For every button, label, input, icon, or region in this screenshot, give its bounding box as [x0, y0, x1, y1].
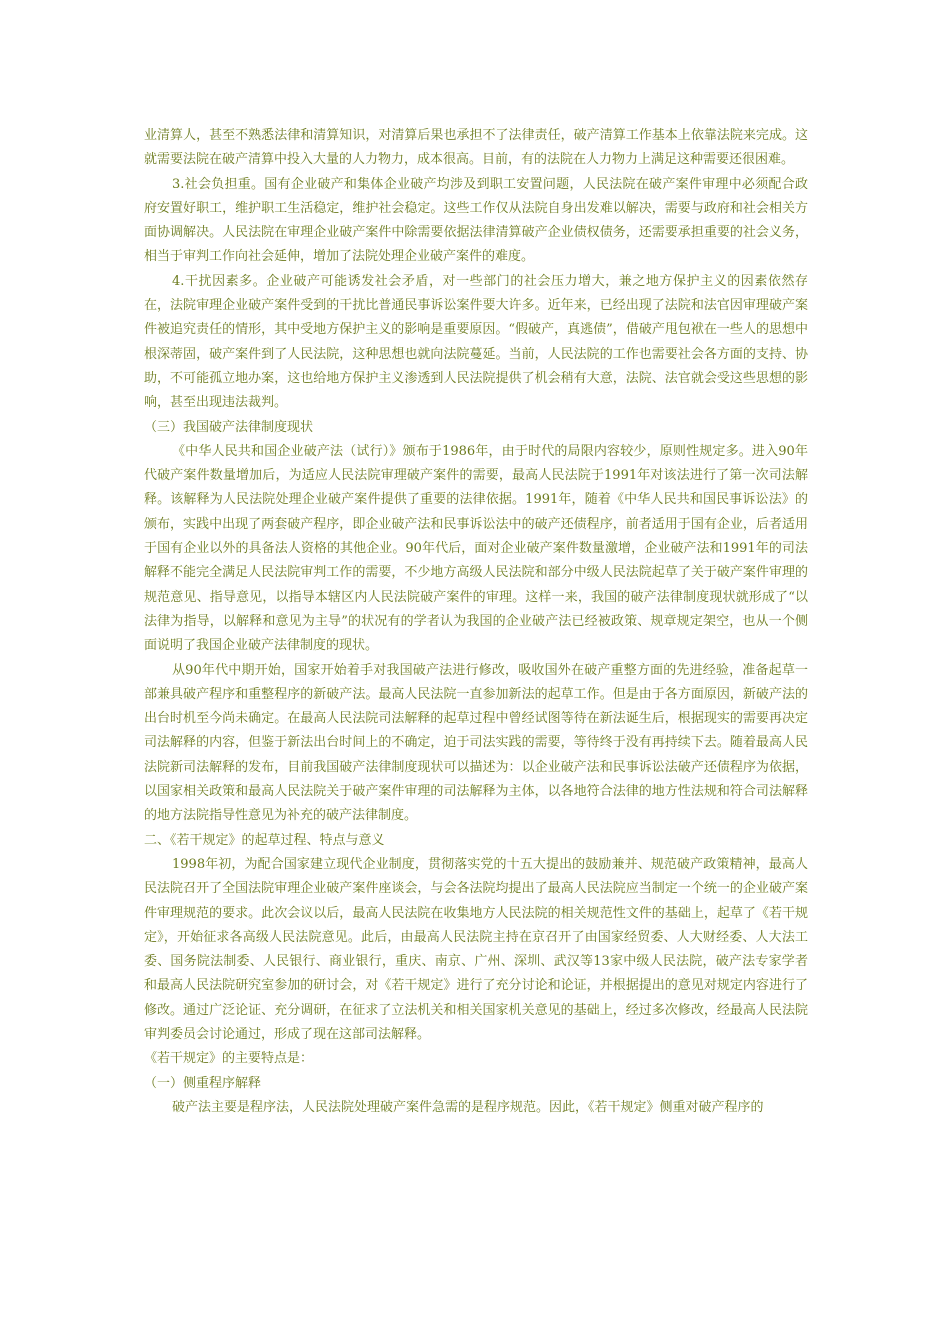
paragraph-law-history: 《中华人民共和国企业破产法（试行）》颁布于1986年，由于时代的局限内容较少，原则性规定多。进入90年代破产案件数量增加后，为适应人民法院审理破产案件的需要，最高人民法院于1991年对该法进行了第一次司法解释。该解释为人民法院处理企业破产案件提供了重要的法律依据。1991年，随着《中华人民共和国民事诉讼法》的颁布，实践中出现了两套破产程序，即企业破产法和民事诉讼法中的破产还债程序，前者适用于国有企业，后者适用于国有企业以外的具备法人资格的其他企业。90年代后，面对企业破产案件数量激增，企业破产法和1991年的司法解释不能完全满足人民法院审判工作的需要，不少地方高级人民法院和部分中级人民法院起草了关于破产案件审理的规范意见、指导意见，以指导本辖区内人民法院破产案件的审理。这样一来，我国的破产法律制度现状就形成了“以法律为指导，以解释和意见为主导”的状况有的学者认为我国的企业破产法已经被政策、规章规定架空，也从一个侧面说明了我国企业破产法律制度的现状。: [144, 443, 808, 654]
paragraph-features-intro: 《若干规定》的主要特点是：: [144, 1051, 314, 1067]
paragraph-law-revision: 从90年代中期开始，国家开始着手对我国破产法进行修改，吸收国外在破产重整方面的先进经验，准备起草一部兼具破产程序和重整程序的新破产法。最高人民法院一直参加新法的起草工作。但是由于各方面原因，新破产法的出台时机至今尚未确定。在最高人民法院司法解释的起草过程中曾经试图等待在新法诞生后，根据现实的需要再决定司法解释的内容，但鉴于新法出台时间上的不确定，迫于司法实践的需要，等待终于没有再持续下去。随着最高人民法院新司法解释的发布，目前我国破产法律制度现状可以描述为：以企业破产法和民事诉讼法破产还债程序为依据，以国家相关政策和最高人民法院关于破产案件审理的司法解释为主体，以各地符合法律的地方性法规和符合司法解释的地方法院指导性意见为补充的破产法律制度。: [144, 662, 808, 824]
section-heading-current-status: （三）我国破产法律制度现状: [144, 419, 314, 435]
paragraph-continued: 业清算人，甚至不熟悉法律和清算知识，对清算后果也承担不了法律责任，破产清算工作基本上依靠法院来完成。这就需要法院在破产清算中投入大量的人力物力，成本很高。目前，有的法院在人力物力上满足这种需要还很困难。: [144, 128, 808, 168]
paragraph-drafting-process: 1998年初，为配合国家建立现代企业制度，贯彻落实党的十五大提出的鼓励兼并、规范破产政策精神，最高人民法院召开了全国法院审理企业破产案件座谈会，与会各法院均提出了最高人民法院应当制定一个统一的企业破产案件审理规范的要求。此次会议以后，最高人民法院在收集地方人民法院的相关规范性文件的基础上，起草了《若干规定》，开始征求各高级人民法院意见。此后，由最高人民法院主持在京召开了由国家经贸委、人大财经委、人大法工委、国务院法制委、人民银行、商业银行，重庆、南京、广州、深圳、武汉等13家中级人民法院，破产法专家学者和最高人民法院研究室参加的研讨会，对《若干规定》进行了充分讨论和论证，并根据提出的意见对规定内容进行了修改。通过广泛论证、充分调研，在征求了立法机关和相关国家机关意见的基础上，经过多次修改，经最高人民法院审判委员会讨论通过，形成了现在这部司法解释。: [144, 856, 808, 1042]
section-heading-drafting: 二、《若干规定》的起草过程、特点与意义: [144, 832, 385, 848]
section-heading-procedure: （一）侧重程序解释: [144, 1075, 262, 1091]
paragraph-procedure: 破产法主要是程序法，人民法院处理破产案件急需的是程序规范。因此，《若干规定》侧重对破产程序的: [172, 1099, 764, 1115]
document-page: [144, 124, 808, 1120]
paragraph-interference: 4.干扰因素多。企业破产可能诱发社会矛盾，对一些部门的社会压力增大，兼之地方保护主义的因素依然存在，法院审理企业破产案件受到的干扰比普通民事诉讼案件要大许多。近年来，已经出现了法院和法官因审理破产案件被追究责任的情形，其中受地方保护主义的影响是重要原因。“假破产，真逃债”，借破产甩包袱在一些人的思想中根深蒂固，破产案件到了人民法院，这种思想也就向法院蔓延。当前，人民法院的工作也需要社会各方面的支持、协助，不可能孤立地办案，这也给地方保护主义渗透到人民法院提供了机会稍有大意，法院、法官就会受这些思想的影响，甚至出现违法裁判。: [144, 273, 808, 411]
paragraph-social-burden: 3.社会负担重。国有企业破产和集体企业破产均涉及到职工安置问题，人民法院在破产案件审理中必须配合政府安置好职工，维护职工生活稳定，维护社会稳定。这些工作仅从法院自身出发难以解决，需要与政府和社会相关方面协调解决。人民法院在审理企业破产案件中除需要依据法律清算破产企业债权债务，还需要承担重要的社会义务，相当于审判工作向社会延伸，增加了法院处理企业破产案件的难度。: [144, 176, 808, 265]
